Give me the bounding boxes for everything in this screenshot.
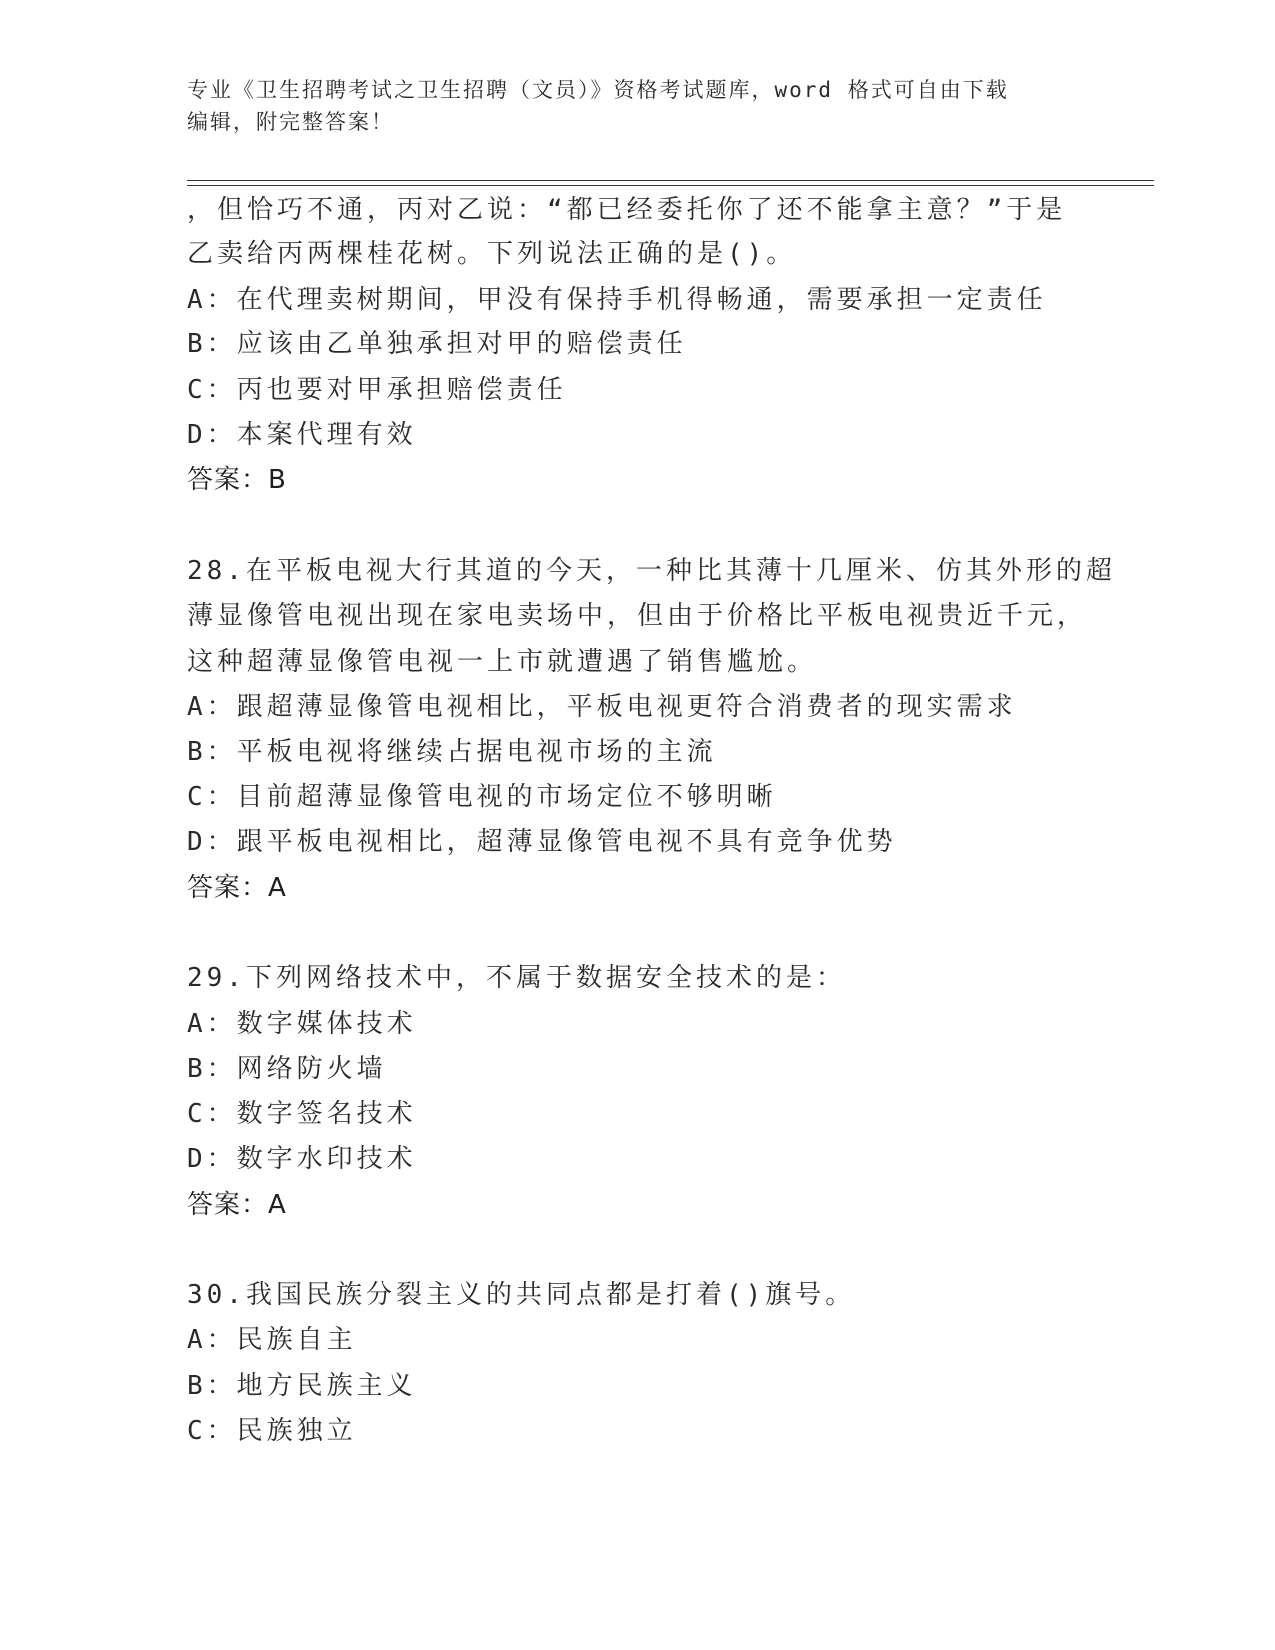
q28-option-b: B：平板电视将继续占据电视市场的主流 (187, 737, 717, 767)
q27-stem-line-1: ，但恰巧不通，丙对乙说：“都已经委托你了还不能拿主意？”于是 (187, 195, 1067, 225)
header-divider-top (187, 180, 1154, 181)
q29-answer: 答案：A (187, 1190, 287, 1220)
header-line-1: 专业《卫生招聘考试之卫生招聘（文员）》资格考试题库，word 格式可自由下载 (187, 78, 1009, 102)
header-divider-bottom (187, 185, 1154, 186)
q27-stem-line-2: 乙卖给丙两棵桂花树。下列说法正确的是()。 (187, 239, 797, 269)
q27-option-c: C：丙也要对甲承担赔偿责任 (187, 375, 567, 405)
q28-answer: 答案：A (187, 873, 287, 903)
q28-stem-line-1: 28.在平板电视大行其道的今天，一种比其薄十几厘米、仿其外形的超 (187, 556, 1116, 586)
q30-option-a: A：民族自主 (187, 1325, 357, 1355)
document-header (187, 74, 1087, 138)
q27-option-b: B：应该由乙单独承担对甲的赔偿责任 (187, 329, 687, 359)
q29-option-c: C：数字签名技术 (187, 1099, 417, 1129)
q27-answer: 答案：B (187, 465, 287, 495)
q27-option-a: A：在代理卖树期间，甲没有保持手机得畅通，需要承担一定责任 (187, 285, 1047, 315)
q28-option-c: C：目前超薄显像管电视的市场定位不够明晰 (187, 782, 777, 812)
q29-option-b: B：网络防火墙 (187, 1054, 387, 1084)
q27-option-d: D：本案代理有效 (187, 420, 417, 450)
q30-stem-line-1: 30.我国民族分裂主义的共同点都是打着()旗号。 (187, 1280, 856, 1310)
q29-stem-line-1: 29.下列网络技术中，不属于数据安全技术的是： (187, 963, 846, 993)
q29-option-a: A：数字媒体技术 (187, 1009, 417, 1039)
q30-option-c: C：民族独立 (187, 1416, 357, 1446)
q28-stem-line-2: 薄显像管电视出现在家电卖场中，但由于价格比平板电视贵近千元， (187, 601, 1088, 631)
q28-option-a: A：跟超薄显像管电视相比，平板电视更符合消费者的现实需求 (187, 692, 1017, 722)
header-line-2: 编辑，附完整答案！ (187, 110, 394, 134)
q29-option-d: D：数字水印技术 (187, 1144, 417, 1174)
q28-option-d: D：跟平板电视相比，超薄显像管电视不具有竞争优势 (187, 827, 897, 857)
q30-option-b: B：地方民族主义 (187, 1371, 417, 1401)
q28-stem-line-3: 这种超薄显像管电视一上市就遭遇了销售尴尬。 (187, 647, 818, 677)
